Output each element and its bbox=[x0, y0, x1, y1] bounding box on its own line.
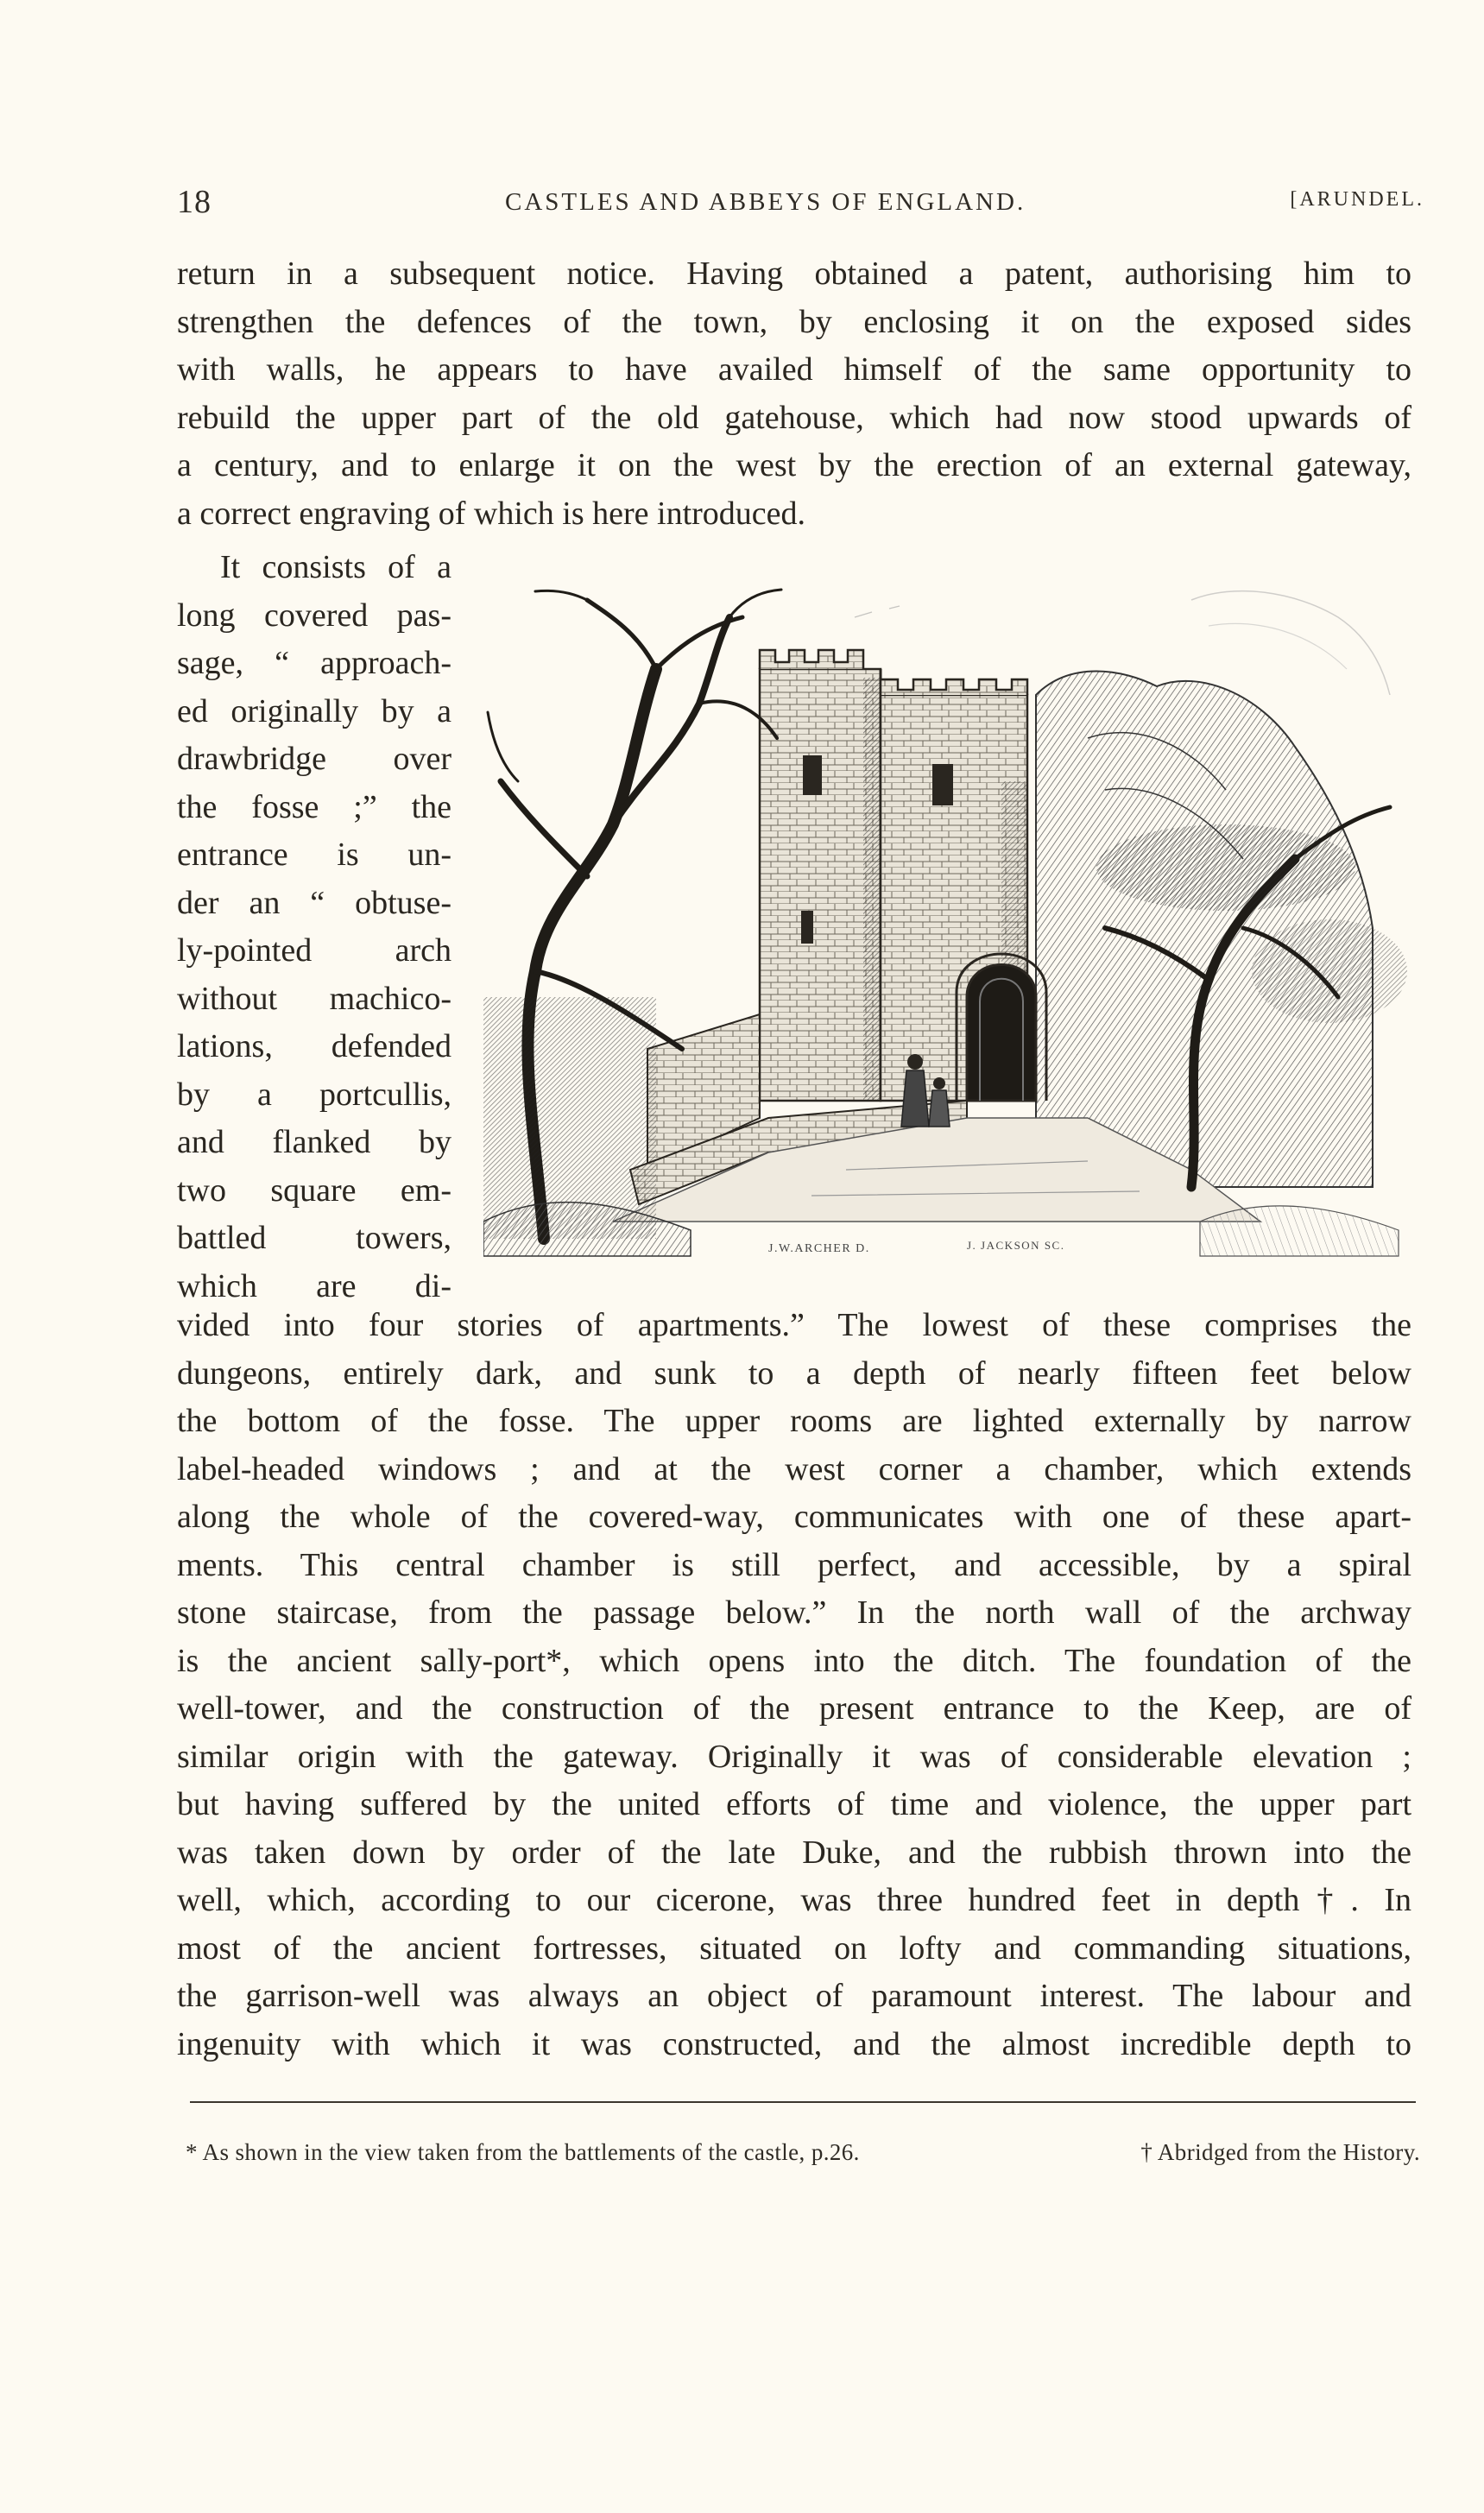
text-line: the fosse ;” the bbox=[177, 788, 452, 825]
text-line: similar origin with the gateway. Originally it was of considerable elevation ; bbox=[177, 1738, 1411, 1775]
text-line: and flanked by bbox=[177, 1124, 452, 1160]
text-line: well-tower, and the construction of the present entrance to the Keep, are of bbox=[177, 1690, 1411, 1727]
text-line: by a portcullis, bbox=[177, 1076, 452, 1113]
text-line: strengthen the defences of the town, by enclosing it on the exposed sides bbox=[177, 303, 1411, 340]
text-line: lations, defended bbox=[177, 1028, 452, 1064]
text-line: stone staircase, from the passage below.” In the north wall of the archway bbox=[177, 1594, 1411, 1631]
text-line: long covered pas- bbox=[177, 597, 452, 634]
text-line: battled towers, bbox=[177, 1220, 452, 1256]
text-line: the garrison-well was always an object of paramount interest. The labour and bbox=[177, 1978, 1411, 2014]
text-line: return in a subsequent notice. Having obtained a patent, authorising him to bbox=[177, 256, 1411, 292]
text-line: ly-pointed arch bbox=[177, 932, 452, 969]
text-line: entrance is un- bbox=[177, 837, 452, 873]
section-heading: [ARUNDEL. bbox=[1290, 188, 1424, 211]
text-line: two square em- bbox=[177, 1171, 452, 1209]
text-line: ingenuity with which it was constructed, and the almost incredible depth to bbox=[177, 2025, 1411, 2062]
foliage-right bbox=[1096, 824, 1355, 911]
text-line: rebuild the upper part of the old gatehouse, which had now stood upwards of bbox=[177, 399, 1411, 436]
running-header bbox=[177, 183, 1424, 221]
text-line: a century, and to enlarge it on the west by the erection of an external gateway, bbox=[177, 447, 1411, 483]
text-line: with walls, he appears to have availed himself of the same opportunity to bbox=[177, 351, 1411, 388]
text-line: but having suffered by the united efforts of time and violence, the upper part bbox=[177, 1786, 1411, 1822]
narrow-text-column bbox=[177, 544, 452, 1310]
text-line: most of the ancient fortresses, situated on lofty and commanding situations, bbox=[177, 1929, 1411, 1967]
text-line: was taken down by order of the late Duke, and the rubbish thrown into the bbox=[177, 1834, 1411, 1871]
continuing-paragraph bbox=[177, 1302, 1411, 2068]
text-line: drawbridge over bbox=[177, 741, 452, 777]
text-line: is the ancient sally-port*, which opens into the ditch. The foundation of the bbox=[177, 1642, 1411, 1679]
footnote-divider bbox=[190, 2101, 1416, 2103]
text-line: ed originally by a bbox=[177, 692, 452, 729]
footnote-sally-port: * As shown in the view taken from the battlements of the castle, p.26. bbox=[186, 2139, 860, 2165]
text-line: without machico- bbox=[177, 980, 452, 1017]
gatehouse-engraving bbox=[483, 565, 1416, 1291]
footnote-history: † Abridged from the History. bbox=[1140, 2139, 1420, 2165]
text-line: vided into four stories of apartments.” The lowest of these comprises the bbox=[177, 1307, 1411, 1343]
text-line: along the whole of the covered-way, communicates with one of these apart- bbox=[177, 1499, 1411, 1535]
page-number: 18 bbox=[177, 184, 212, 220]
text-line: It consists of a bbox=[220, 549, 452, 585]
text-line: the bottom of the fosse. The upper rooms are lighted externally by narrow bbox=[177, 1403, 1411, 1439]
text-line: a correct engraving of which is here introduced. bbox=[177, 495, 806, 532]
text-line: label-headed windows ; and at the west corner a chamber, which extends bbox=[177, 1450, 1411, 1487]
running-title: CASTLES AND ABBEYS OF ENGLAND. bbox=[505, 188, 1026, 216]
text-line: der an “ obtuse- bbox=[177, 884, 452, 921]
opening-paragraph bbox=[177, 250, 1411, 538]
text-line: sage, “ approach- bbox=[177, 645, 452, 681]
text-line: which are di- bbox=[177, 1267, 452, 1304]
text-line: well, which, according to our cicerone, was three hundred feet in depth†. In bbox=[177, 1882, 1411, 1918]
artist-signature: J.W.ARCHER D. bbox=[768, 1242, 870, 1255]
left-tower bbox=[760, 650, 881, 1101]
engraver-signature: J. JACKSON SC. bbox=[967, 1239, 1065, 1252]
text-line: ments. This central chamber is still perfect, and accessible, by a spiral bbox=[177, 1546, 1411, 1583]
text-line: dungeons, entirely dark, and sunk to a depth of nearly fifteen feet below bbox=[177, 1354, 1411, 1392]
